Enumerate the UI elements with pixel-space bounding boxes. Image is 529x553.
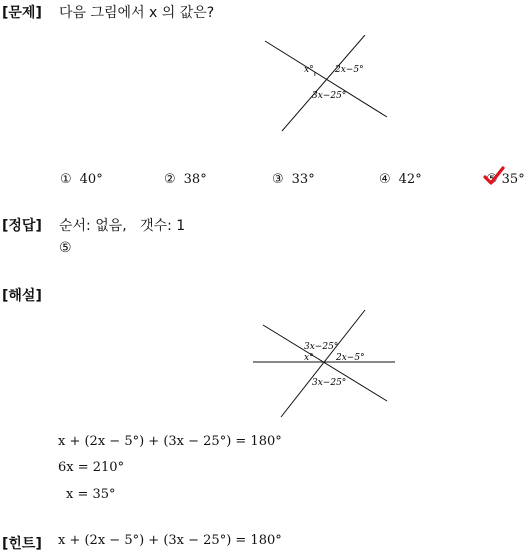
figure-label-b: 3x−25° — [312, 378, 346, 388]
figure-label-x: x° — [304, 65, 314, 75]
figure-line-1 — [265, 41, 387, 117]
explanation-line-1: x + (2x − 5°) + (3x − 25°) = 180° — [58, 434, 282, 449]
choice-1[interactable] — [60, 172, 103, 187]
explanation-label: [해설] — [2, 285, 42, 305]
figure-line-2 — [282, 35, 365, 131]
answer-label: [정답] — [2, 215, 42, 235]
figure-label-a: 2x−5° — [334, 65, 364, 75]
choice-value: 42° — [399, 172, 422, 187]
choice-value: 35° — [502, 172, 525, 187]
choice-mark: ① — [60, 172, 72, 187]
explanation-figure — [253, 305, 398, 420]
choice-mark: ④ — [379, 172, 391, 187]
figure-line-1 — [263, 325, 387, 401]
choice-4[interactable] — [379, 172, 422, 187]
choice-5[interactable] — [486, 172, 525, 187]
choice-value: 38° — [184, 172, 207, 187]
figure-label-b: 3x−25° — [312, 91, 346, 101]
choice-value: 33° — [292, 172, 315, 187]
figure-label-x: x° — [304, 353, 314, 363]
choice-mark: ② — [164, 172, 176, 187]
answer-value: ⑤ — [59, 240, 72, 256]
explanation-line-2: 6x = 210° — [58, 460, 124, 475]
figure-label-top: 3x−25° — [304, 342, 338, 352]
explanation-line-3: x = 35° — [66, 487, 116, 502]
hint-text: x + (2x − 5°) + (3x − 25°) = 180° — [58, 533, 282, 548]
problem-figure — [255, 35, 395, 135]
problem-label: [문제] — [2, 2, 42, 22]
choice-2[interactable] — [164, 172, 207, 187]
check-icon — [483, 166, 505, 186]
choice-3[interactable] — [272, 172, 315, 187]
choice-value: 40° — [80, 172, 103, 187]
problem-question: 다음 그림에서 x 의 값은? — [59, 2, 214, 22]
answer-info: 순서: 없음, 갯수: 1 — [59, 215, 185, 235]
figure-line-2 — [281, 310, 365, 417]
choice-mark: ⑤ — [486, 172, 498, 187]
hint-label: [힌트] — [2, 533, 42, 553]
figure-label-a: 2x−5° — [335, 353, 365, 363]
choice-mark: ③ — [272, 172, 284, 187]
